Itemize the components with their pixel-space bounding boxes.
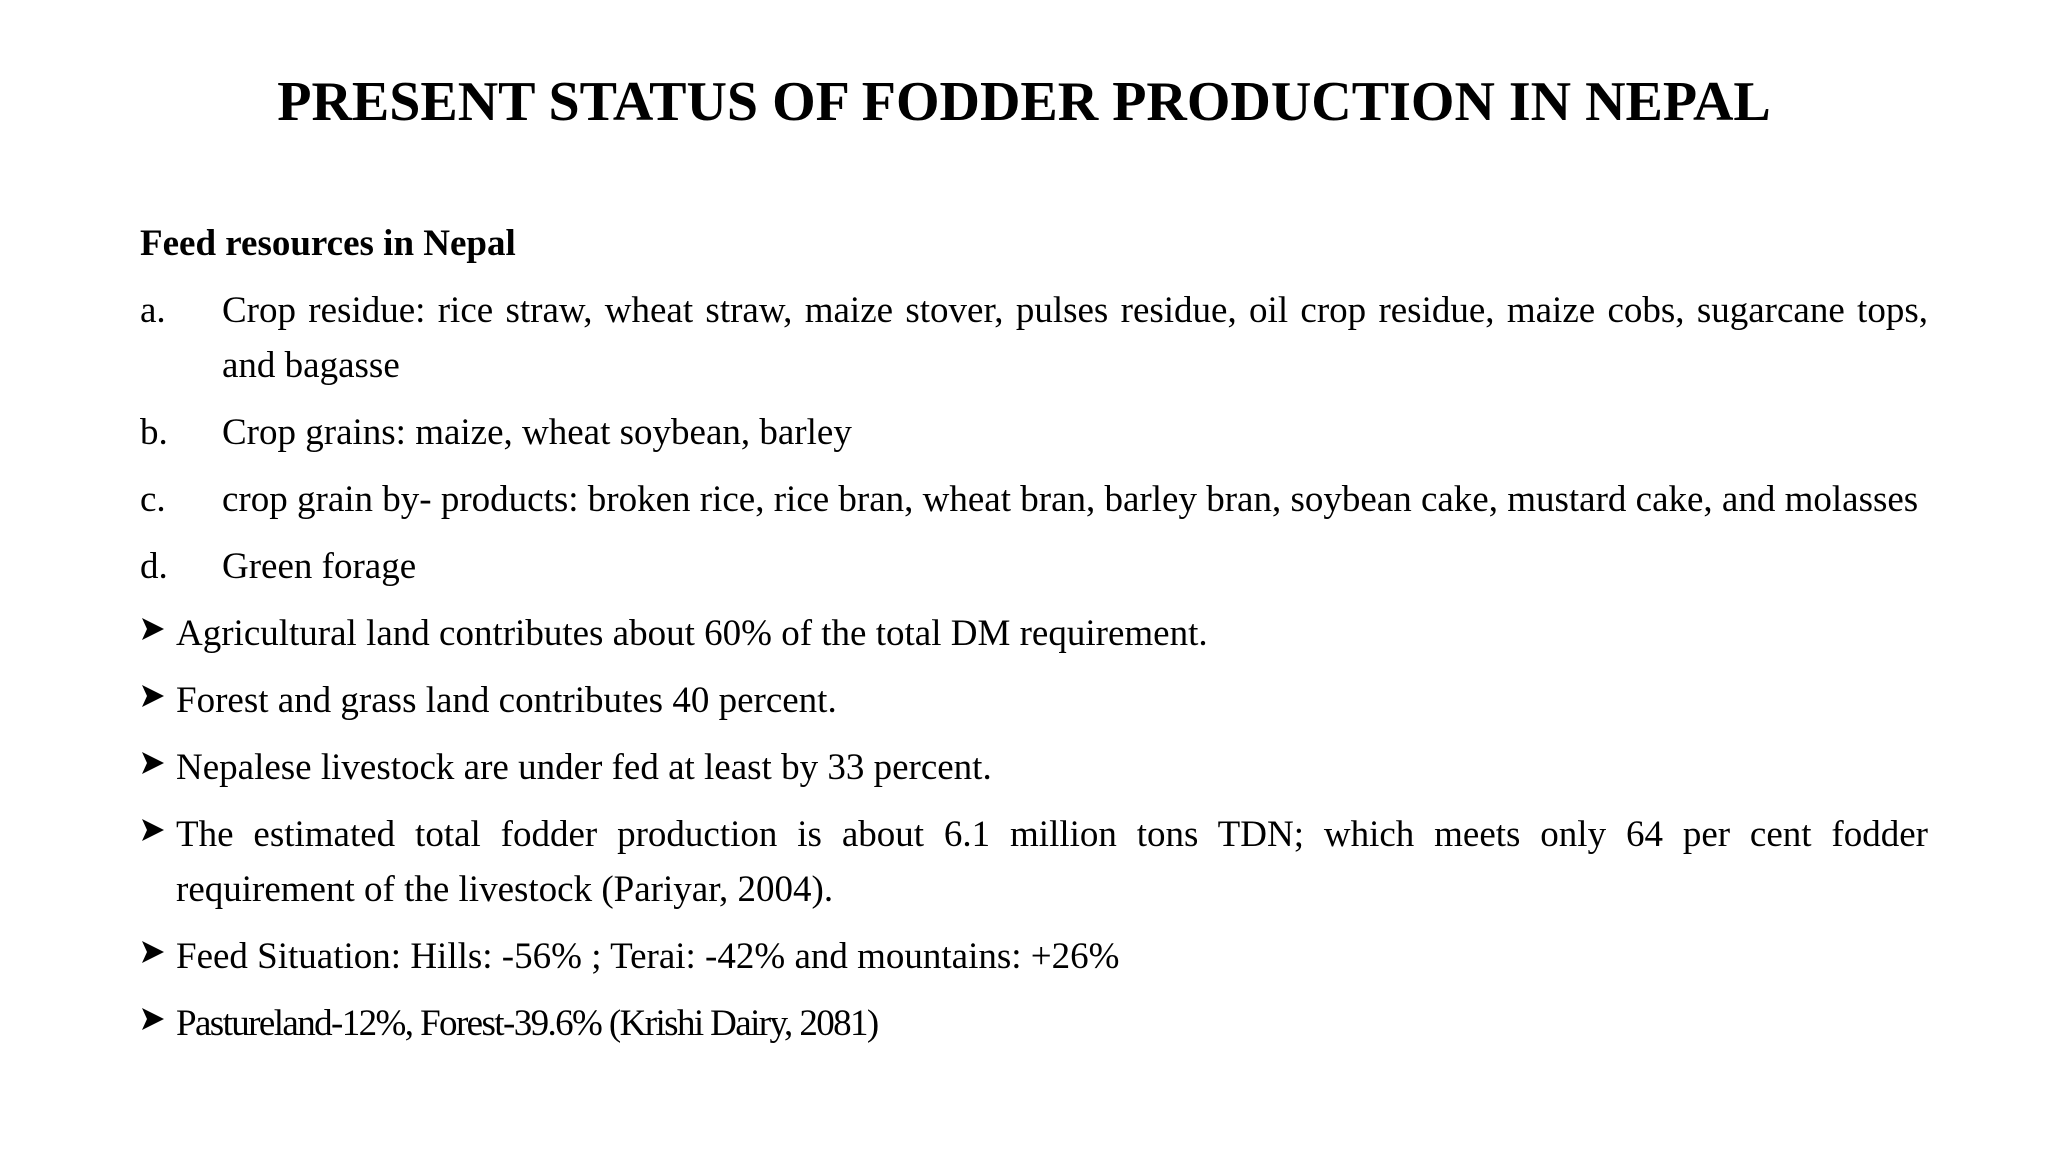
bullet-text: Forest and grass land contributes 40 percent. (176, 680, 837, 721)
arrowhead-bullet-icon (140, 929, 176, 965)
slide-title: PRESENT STATUS OF FODDER PRODUCTION IN NEPAL (277, 71, 1771, 133)
slide-content (140, 216, 1928, 1063)
lettered-item (140, 405, 1928, 460)
list-letter: a. (140, 290, 166, 331)
list-text: crop grain by- products: broken rice, rice bran, wheat bran, barley bran, soybean cake, mustard cake, and molasses (222, 479, 1919, 520)
lettered-item (140, 539, 1928, 594)
bullet-text: Pastureland-12%, Forest-39.6% (Krishi Dairy, 2081) (176, 1003, 878, 1044)
bullet-item (140, 673, 1928, 728)
bullet-text: Feed Situation: Hills: -56% ; Terai: -42% and mountains: +26% (176, 936, 1120, 977)
list-letter: d. (140, 546, 168, 587)
bullet-item (140, 807, 1928, 917)
list-text: Crop grains: maize, wheat soybean, barley (222, 412, 852, 453)
arrowhead-bullet-icon (140, 673, 176, 709)
bullet-item (140, 740, 1928, 795)
list-letter: b. (140, 412, 168, 453)
bullet-text: Agricultural land contributes about 60% of the total DM requirement. (176, 613, 1208, 654)
bullet-item (140, 606, 1928, 661)
section-heading: Feed resources in Nepal (140, 223, 516, 264)
bullet-text: The estimated total fodder production is about 6.1 million tons TDN; which meets only 64 per cent fodder requirement of the livestock (Pariyar, 2004). (176, 814, 1928, 910)
bullet-text: Nepalese livestock are under fed at least by 33 percent. (176, 747, 992, 788)
lettered-item (140, 472, 1928, 527)
arrowhead-bullet-icon (140, 740, 176, 776)
arrowhead-bullet-icon (140, 807, 176, 843)
bullet-item (140, 929, 1928, 984)
bullet-item (140, 996, 1928, 1051)
list-letter: c. (140, 479, 166, 520)
list-text: Green forage (222, 546, 417, 587)
arrowhead-bullet-icon (140, 606, 176, 642)
lettered-item (140, 283, 1928, 393)
list-text: Crop residue: rice straw, wheat straw, maize stover, pulses residue, oil crop residue, maize cobs, sugarcane tops, and bagasse (222, 290, 1928, 386)
arrowhead-bullet-icon (140, 996, 176, 1032)
